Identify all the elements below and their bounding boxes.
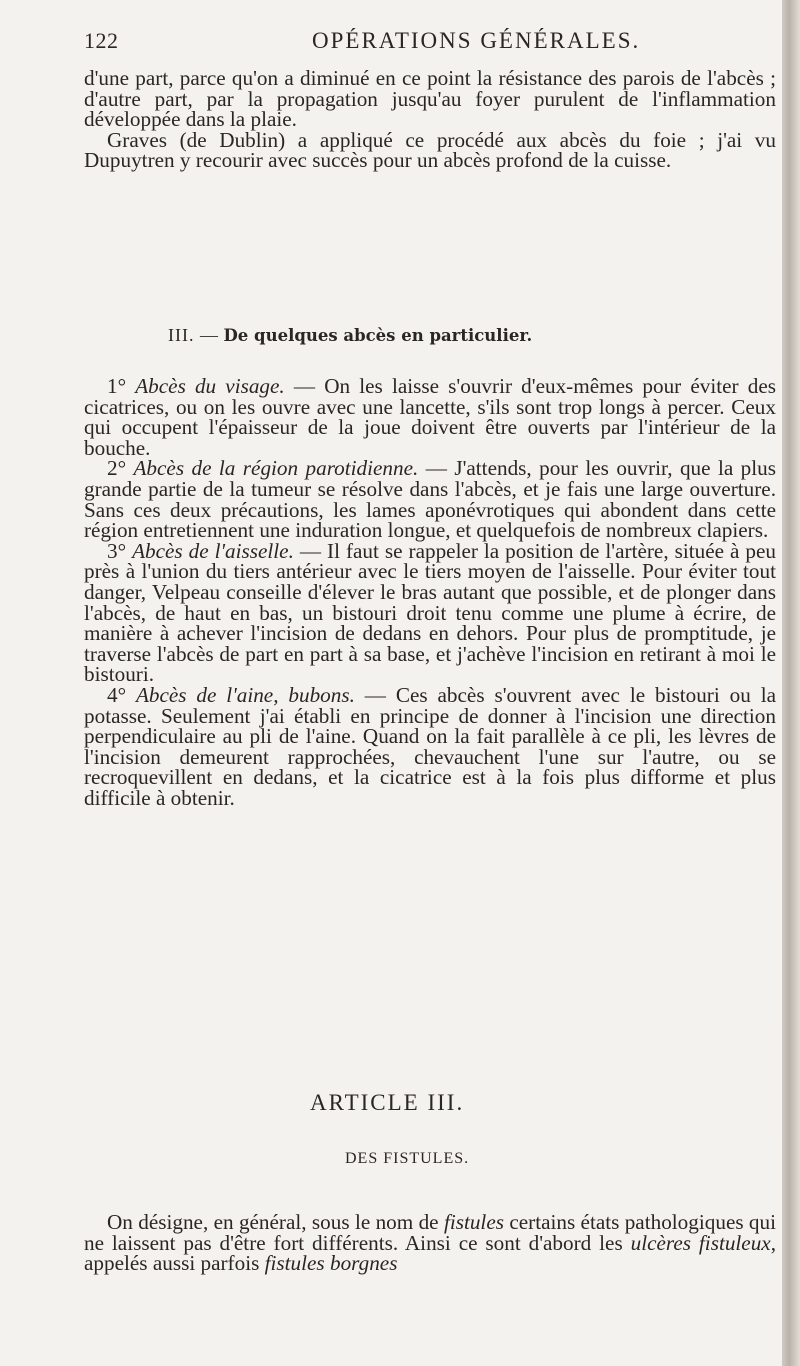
article-subheading: DES FISTULES.: [345, 1150, 470, 1167]
item-title: Abcès du visage.: [135, 374, 285, 398]
section-heading: [168, 325, 532, 346]
section-title: De quelques abcès en particulier.: [223, 326, 533, 345]
fistules-paragraph: On désigne, en général, sous le nom de fistules certains états pathologiques qui ne laissent pas d'être fort différents. Ainsi ce sont d'abord les ulcères fistuleux, appelés aussi parfois fistules borgnes: [84, 1210, 777, 1276]
intro-paragraph-2: Graves (de Dublin) a appliqué ce procédé aux abcès du foie ; j'ai vu Dupuytren y recourir avec succès pour un abcès profond de la cuisse.: [84, 127, 776, 173]
item-parotid: 2° Abcès de la région parotidienne. — J'attends, pour les ouvrir, que la plus grande partie de la tumeur se résolve dans l'abcès, et je fais une large ouverture. Sans ces deux précautions, les lames aponévrotiques qui abondent dans cette région entretiennent une induration longue, et quelquefois de nombreux clapiers.: [84, 456, 776, 543]
item-title: Abcès de l'aisselle.: [132, 538, 294, 563]
term-fistules: fistules: [443, 1210, 504, 1234]
intro-paragraph-1: d'une part, parce qu'on a diminué en ce point la résistance des parois de l'abcès ; d'autre part, par la propagation jusqu'au foyer purulent de l'inflammation développée dans la plaie.: [84, 66, 776, 132]
term-borgnes: fistules borgnes: [264, 1251, 398, 1276]
term-ulceres: ulcères fistuleux: [630, 1230, 771, 1255]
page-edge: [782, 0, 800, 1366]
item-armpit: 3° Abcès de l'aisselle. — Il faut se rappeler la position de l'artère, située à peu près à l'union du tiers antérieur avec le tiers moyen de l'aisselle. Pour éviter tout danger, Velpeau conseille d'élever le bras autant que possible, et de plonger dans l'abcès, de haut en bas, un bistouri droit tenu comme une plume à écrire, de manière à achever l'incision de dedans en dehors. Pour plus de promptitude, je traverse l'abcès de part en part à sa base, et j'achève l'incision en retirant à moi le bistouri.: [84, 538, 777, 687]
article-heading: ARTICLE III.: [310, 1090, 465, 1115]
page-header: [84, 28, 774, 60]
item-face: 1° Abcès du visage. — On les laisse s'ouvrir d'eux-mêmes pour éviter des cicatrices, ou on les ouvre avec une lancette, s'ils sont trop longs à percer. Ceux qui occupent l'épaisseur de la joue doivent être ouverts par l'intérieur de la bouche.: [84, 374, 776, 460]
page-number: 122: [84, 28, 119, 53]
intro-text: [84, 68, 776, 171]
item-title: Abcès de l'aine, bubons.: [135, 682, 355, 707]
item-groin: 4° Abcès de l'aine, bubons. — Ces abcès s'ouvrent avec le bistouri ou la potasse. Seulement j'ai établi en principe de donner à l'incision une direction perpendiculaire au pli de l'aine. Quand on la fait parallèle à ce pli, les lèvres de l'incision demeurent rapprochées, chevauchent l'une sur l'autre, ou se recroquevillent en dedans, et la cicatrice est à la fois plus difforme et plus difficile à obtenir.: [84, 682, 776, 810]
running-head: OPÉRATIONS GÉNÉRALES.: [312, 28, 641, 53]
abscess-list: [84, 376, 776, 808]
section-number: III. —: [168, 325, 219, 345]
item-title: Abcès de la région parotidienne.: [133, 456, 419, 481]
